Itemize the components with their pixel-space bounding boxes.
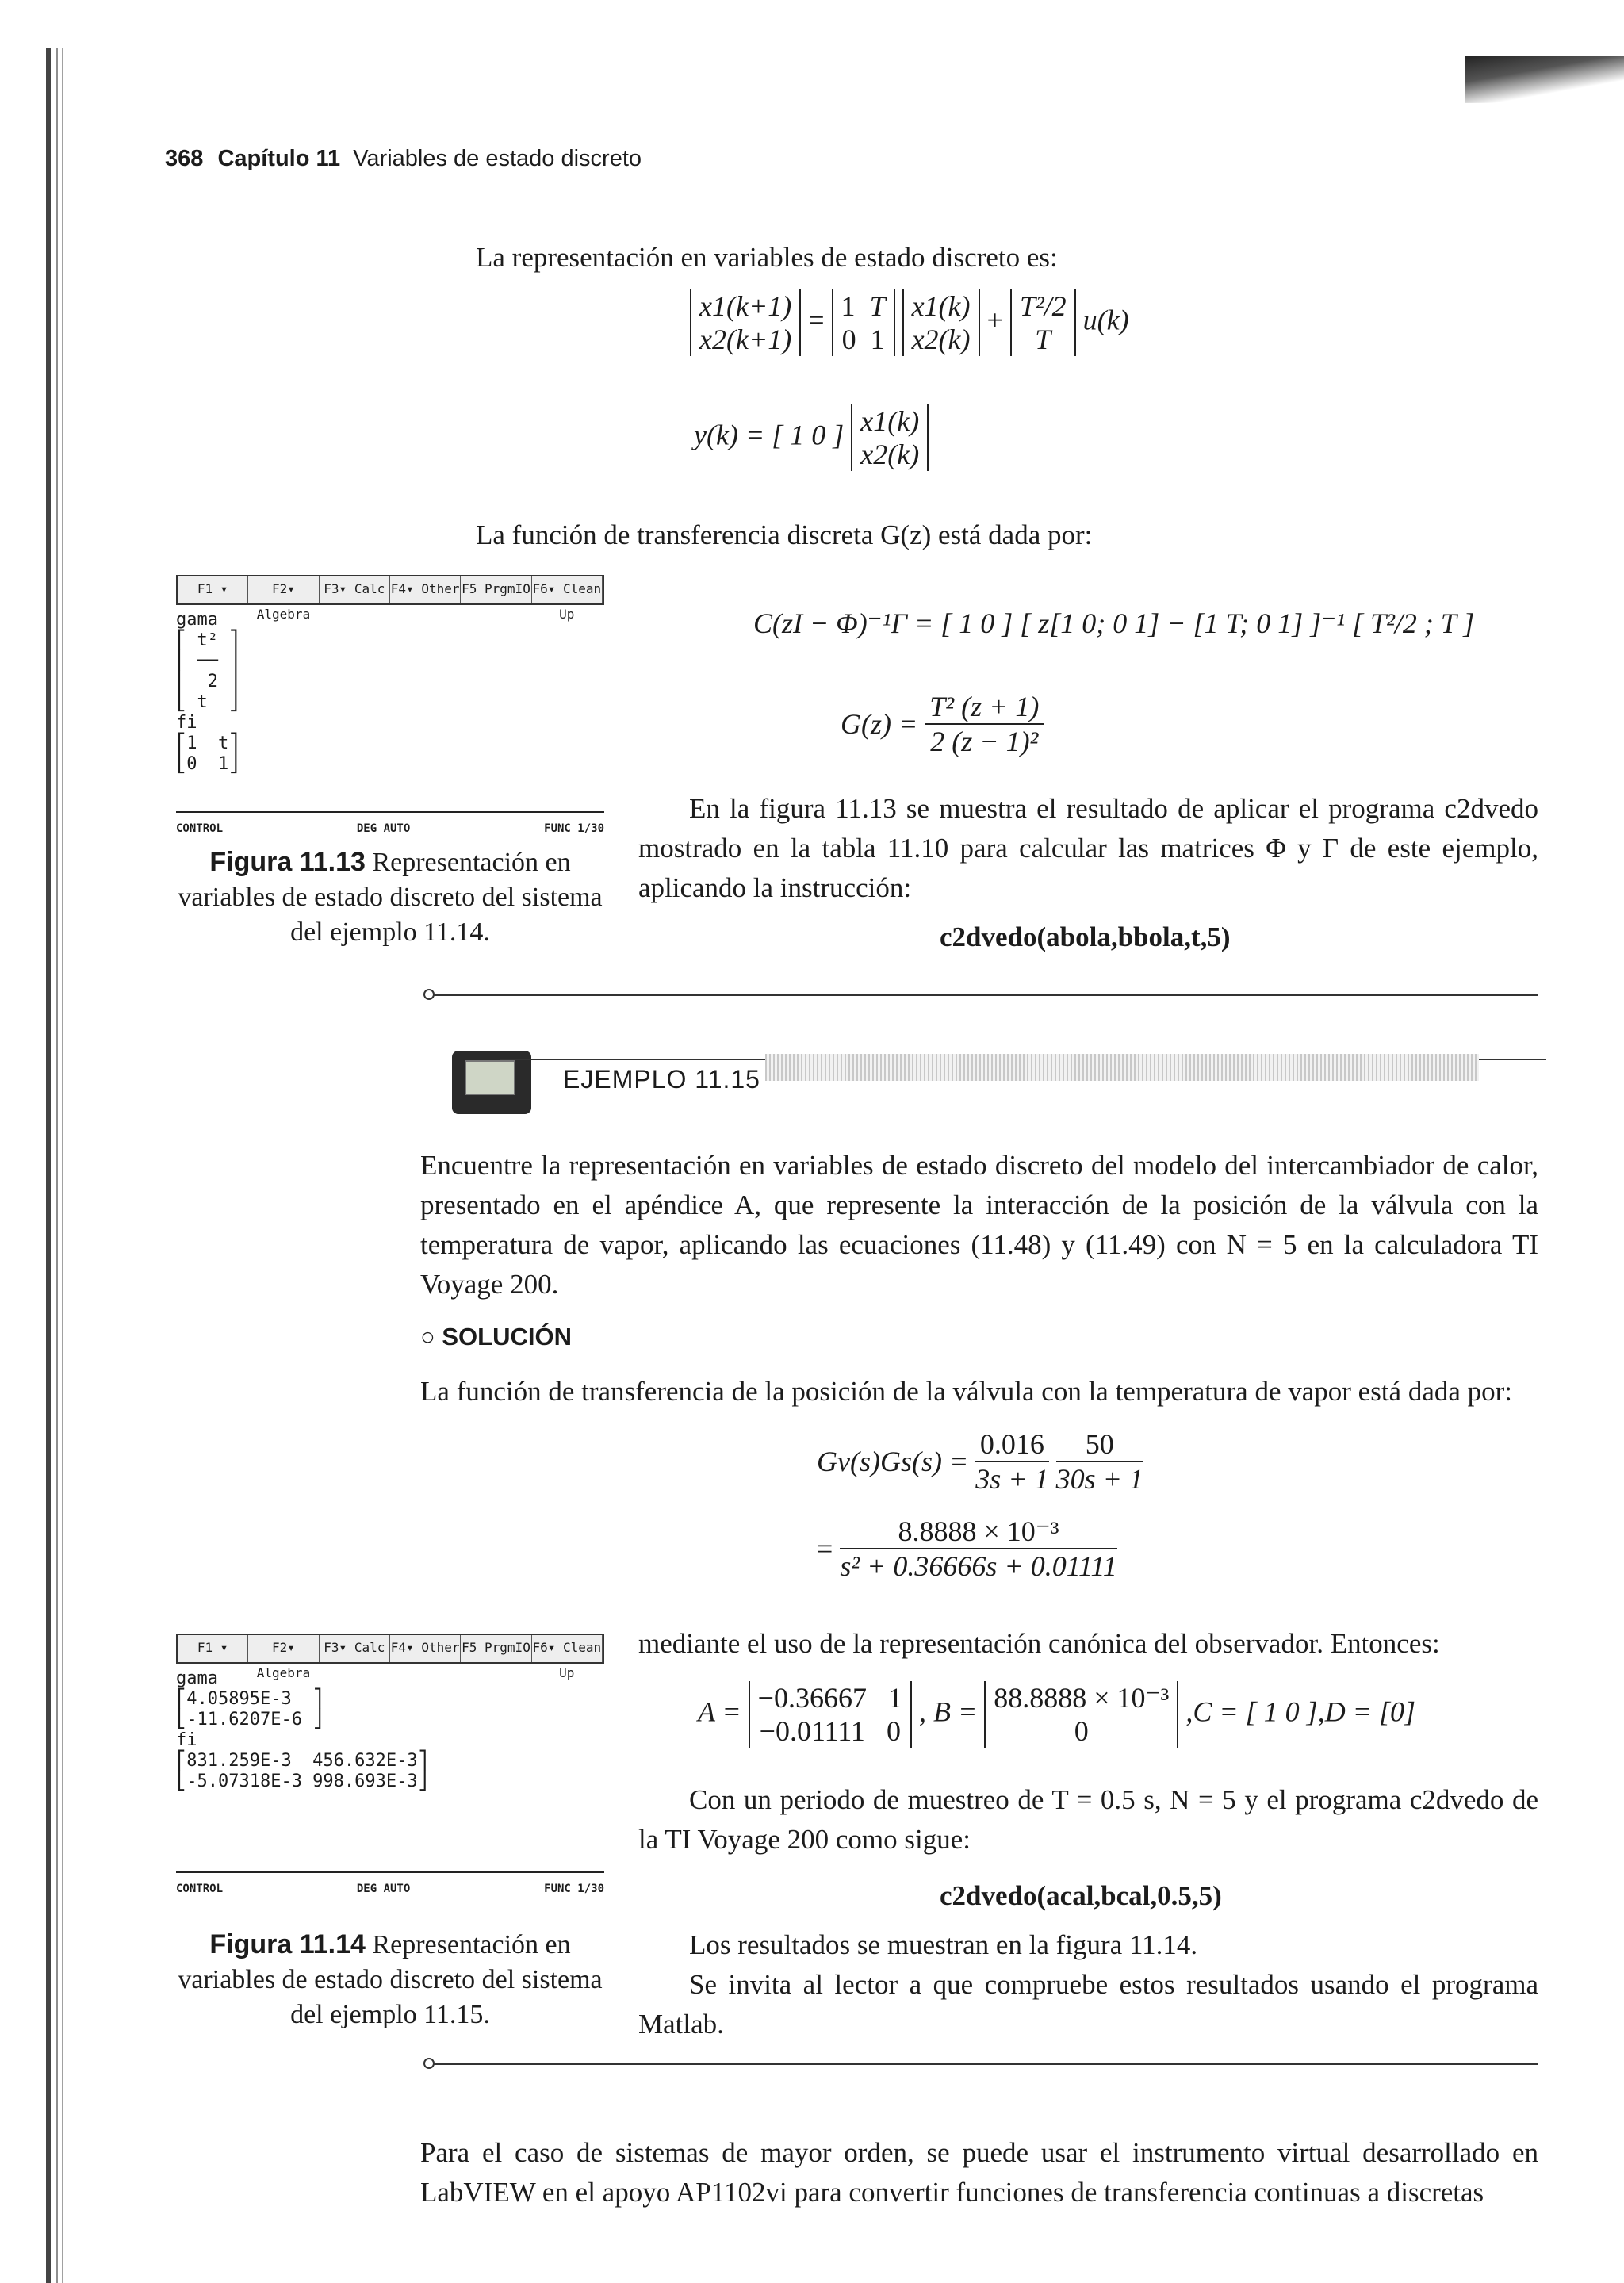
invite-paragraph: Se invita al lector a que compruebe estos resultados usando el programa Matlab. bbox=[638, 1969, 1538, 2040]
figure-11-13-caption: Figura 11.13 Representación en variables de estado discreto del sistema del ejemplo 11.14. bbox=[178, 847, 603, 947]
section-rule-1 bbox=[428, 994, 1538, 996]
example-banner-shade bbox=[765, 1054, 1479, 1081]
gz-equation: G(z) = $\frac{\text{T² (z + 1)}}{\text{2 (z − 1)²}}$ bbox=[841, 690, 1044, 758]
page-number: 368 bbox=[165, 146, 204, 171]
scan-gutter bbox=[0, 0, 76, 2283]
period-paragraph: Con un periodo de muestreo de T = 0.5 s, N = 5 y el programa c2dvedo de la TI Voyage 200 como sigue: bbox=[638, 1784, 1538, 1855]
results-paragraph: Los resultados se muestran en la figura 11.14. bbox=[689, 1929, 1198, 1960]
gamma-vector: T²/2 T bbox=[1010, 289, 1076, 356]
chapter-title: Variables de estado discreto bbox=[353, 146, 642, 171]
example-statement: Encuentre la representación en variables de estado discreto del modelo del intercambiador de calor, presentado en el apéndice A, que represente la interacción de la posición de la válvula con la temperatura de vapor, aplicando las ecuaciones (11.48) y (11.49) con N = 5 en la calculadora TI Voyage 200. bbox=[420, 1150, 1538, 1300]
command-c2dvedo-1: c2dvedo(abola,bbola,t,5) bbox=[940, 921, 1231, 952]
output-equation: y(k) = [ 1 0 ] x1(k) x2(k) bbox=[694, 404, 929, 471]
intro-paragraph: La representación en variables de estado discreto es: bbox=[476, 242, 1058, 273]
a-matrix: −0.36667 1 −0.01111 0 bbox=[749, 1681, 912, 1748]
tf-expression: C(zI − Φ)⁻¹Γ = [ 1 0 ] [ z[1 0; 0 1] − [1 T; 0 1] ]⁻¹ [ T²/2 ; T ] bbox=[753, 607, 1475, 639]
chapter-label: Capítulo 11 bbox=[217, 146, 341, 171]
canonical-paragraph: mediante el uso de la representación canónica del observador. Entonces: bbox=[638, 1628, 1440, 1659]
tf-intro: La función de transferencia discreta G(z) está dada por: bbox=[476, 519, 1093, 550]
calc-output: gama ⎡ t² ⎤ ⎢ ── ⎥ ⎢ 2 ⎥ ⎣ t ⎦ fi ⎡1 t⎤ ⎣0 1⎦ bbox=[176, 610, 239, 774]
lhs-vector: x1(k+1) x2(k+1) bbox=[690, 289, 801, 356]
calc-menu-bar: F1 ▾ F2▾ Algebra F3▾ Calc F4▾ Other F5 PrgmIO F6▾ Clean Up bbox=[176, 575, 604, 605]
solution-paragraph: La función de transferencia de la posición de la válvula con la temperatura de vapor está dada por: bbox=[420, 1376, 1513, 1407]
calc-menu-bar: F1 ▾ F2▾ Algebra F3▾ Calc F4▾ Other F5 PrgmIO F6▾ Clean Up bbox=[176, 1634, 604, 1664]
example-banner bbox=[420, 1051, 1538, 1106]
section-rule-2 bbox=[428, 2063, 1538, 2065]
figure-11-14-caption: Figura 11.14 Representación en variables de estado discreto del sistema del ejemplo 11.15. bbox=[178, 1929, 603, 2029]
phi-matrix: 1 T 0 1 bbox=[832, 289, 895, 356]
solution-label: ○ SOLUCIÓN bbox=[420, 1323, 572, 1350]
figure-11-14-screen bbox=[176, 1634, 604, 1895]
gv-gs-expanded: = $\frac{\text{8.8888 × 10⁻³}}{\text{s² + 0.36666s + 0.01111}}$ bbox=[817, 1515, 1117, 1582]
calc-output: gama ⎡4.05895E-3 ⎤ ⎣-11.6207E-6 ⎦ fi ⎡831.259E-3 456.632E-3⎤ ⎣-5.07318E-3 998.693E-3⎦ bbox=[176, 1668, 428, 1791]
rule-dot-2 bbox=[423, 2058, 435, 2069]
figure-11-13-paragraph: En la figura 11.13 se muestra el resultado de aplicar el programa c2dvedo mostrado en la tabla 11.10 para calcular las matrices Φ y Γ de este ejemplo, aplicando la instrucción: bbox=[638, 793, 1538, 903]
calc-status-bar: CONTROL DEG AUTO FUNC 1/30 bbox=[176, 1883, 604, 1895]
example-title: EJEMPLO 11.15 bbox=[563, 1065, 760, 1094]
state-equation: x1(k+1) x2(k+1) = 1 T 0 1 x1(k) x2(k) + T²/2 T u(k) bbox=[690, 289, 1129, 356]
final-paragraph: Para el caso de sistemas de mayor orden, se puede usar el instrumento virtual desarrollado en LabVIEW en el apoyo AP1102vi para convertir funciones de transferencia continuas a discretas bbox=[420, 2137, 1538, 2208]
state-vector: x1(k) x2(k) bbox=[902, 289, 980, 356]
calc-status-bar: CONTROL DEG AUTO FUNC 1/30 bbox=[176, 822, 604, 835]
abcd-equation: A = −0.36667 1 −0.01111 0 , B = 88.8888 × 10⁻³ 0 ,C = [ 1 0 ],D = [0] bbox=[698, 1682, 1415, 1747]
figure-11-13-screen bbox=[176, 575, 604, 835]
b-matrix: 88.8888 × 10⁻³ 0 bbox=[984, 1681, 1178, 1748]
page-header bbox=[165, 146, 642, 172]
rule-dot-1 bbox=[423, 989, 435, 1000]
command-c2dvedo-2: c2dvedo(acal,bcal,0.5,5) bbox=[940, 1880, 1222, 1911]
page-corner-shadow bbox=[1465, 56, 1624, 103]
gv-gs-equation: Gv(s)Gs(s) = $\frac{0.016}{3s + 1}$ $\frac{50}{30s + 1}$ bbox=[817, 1428, 1143, 1495]
